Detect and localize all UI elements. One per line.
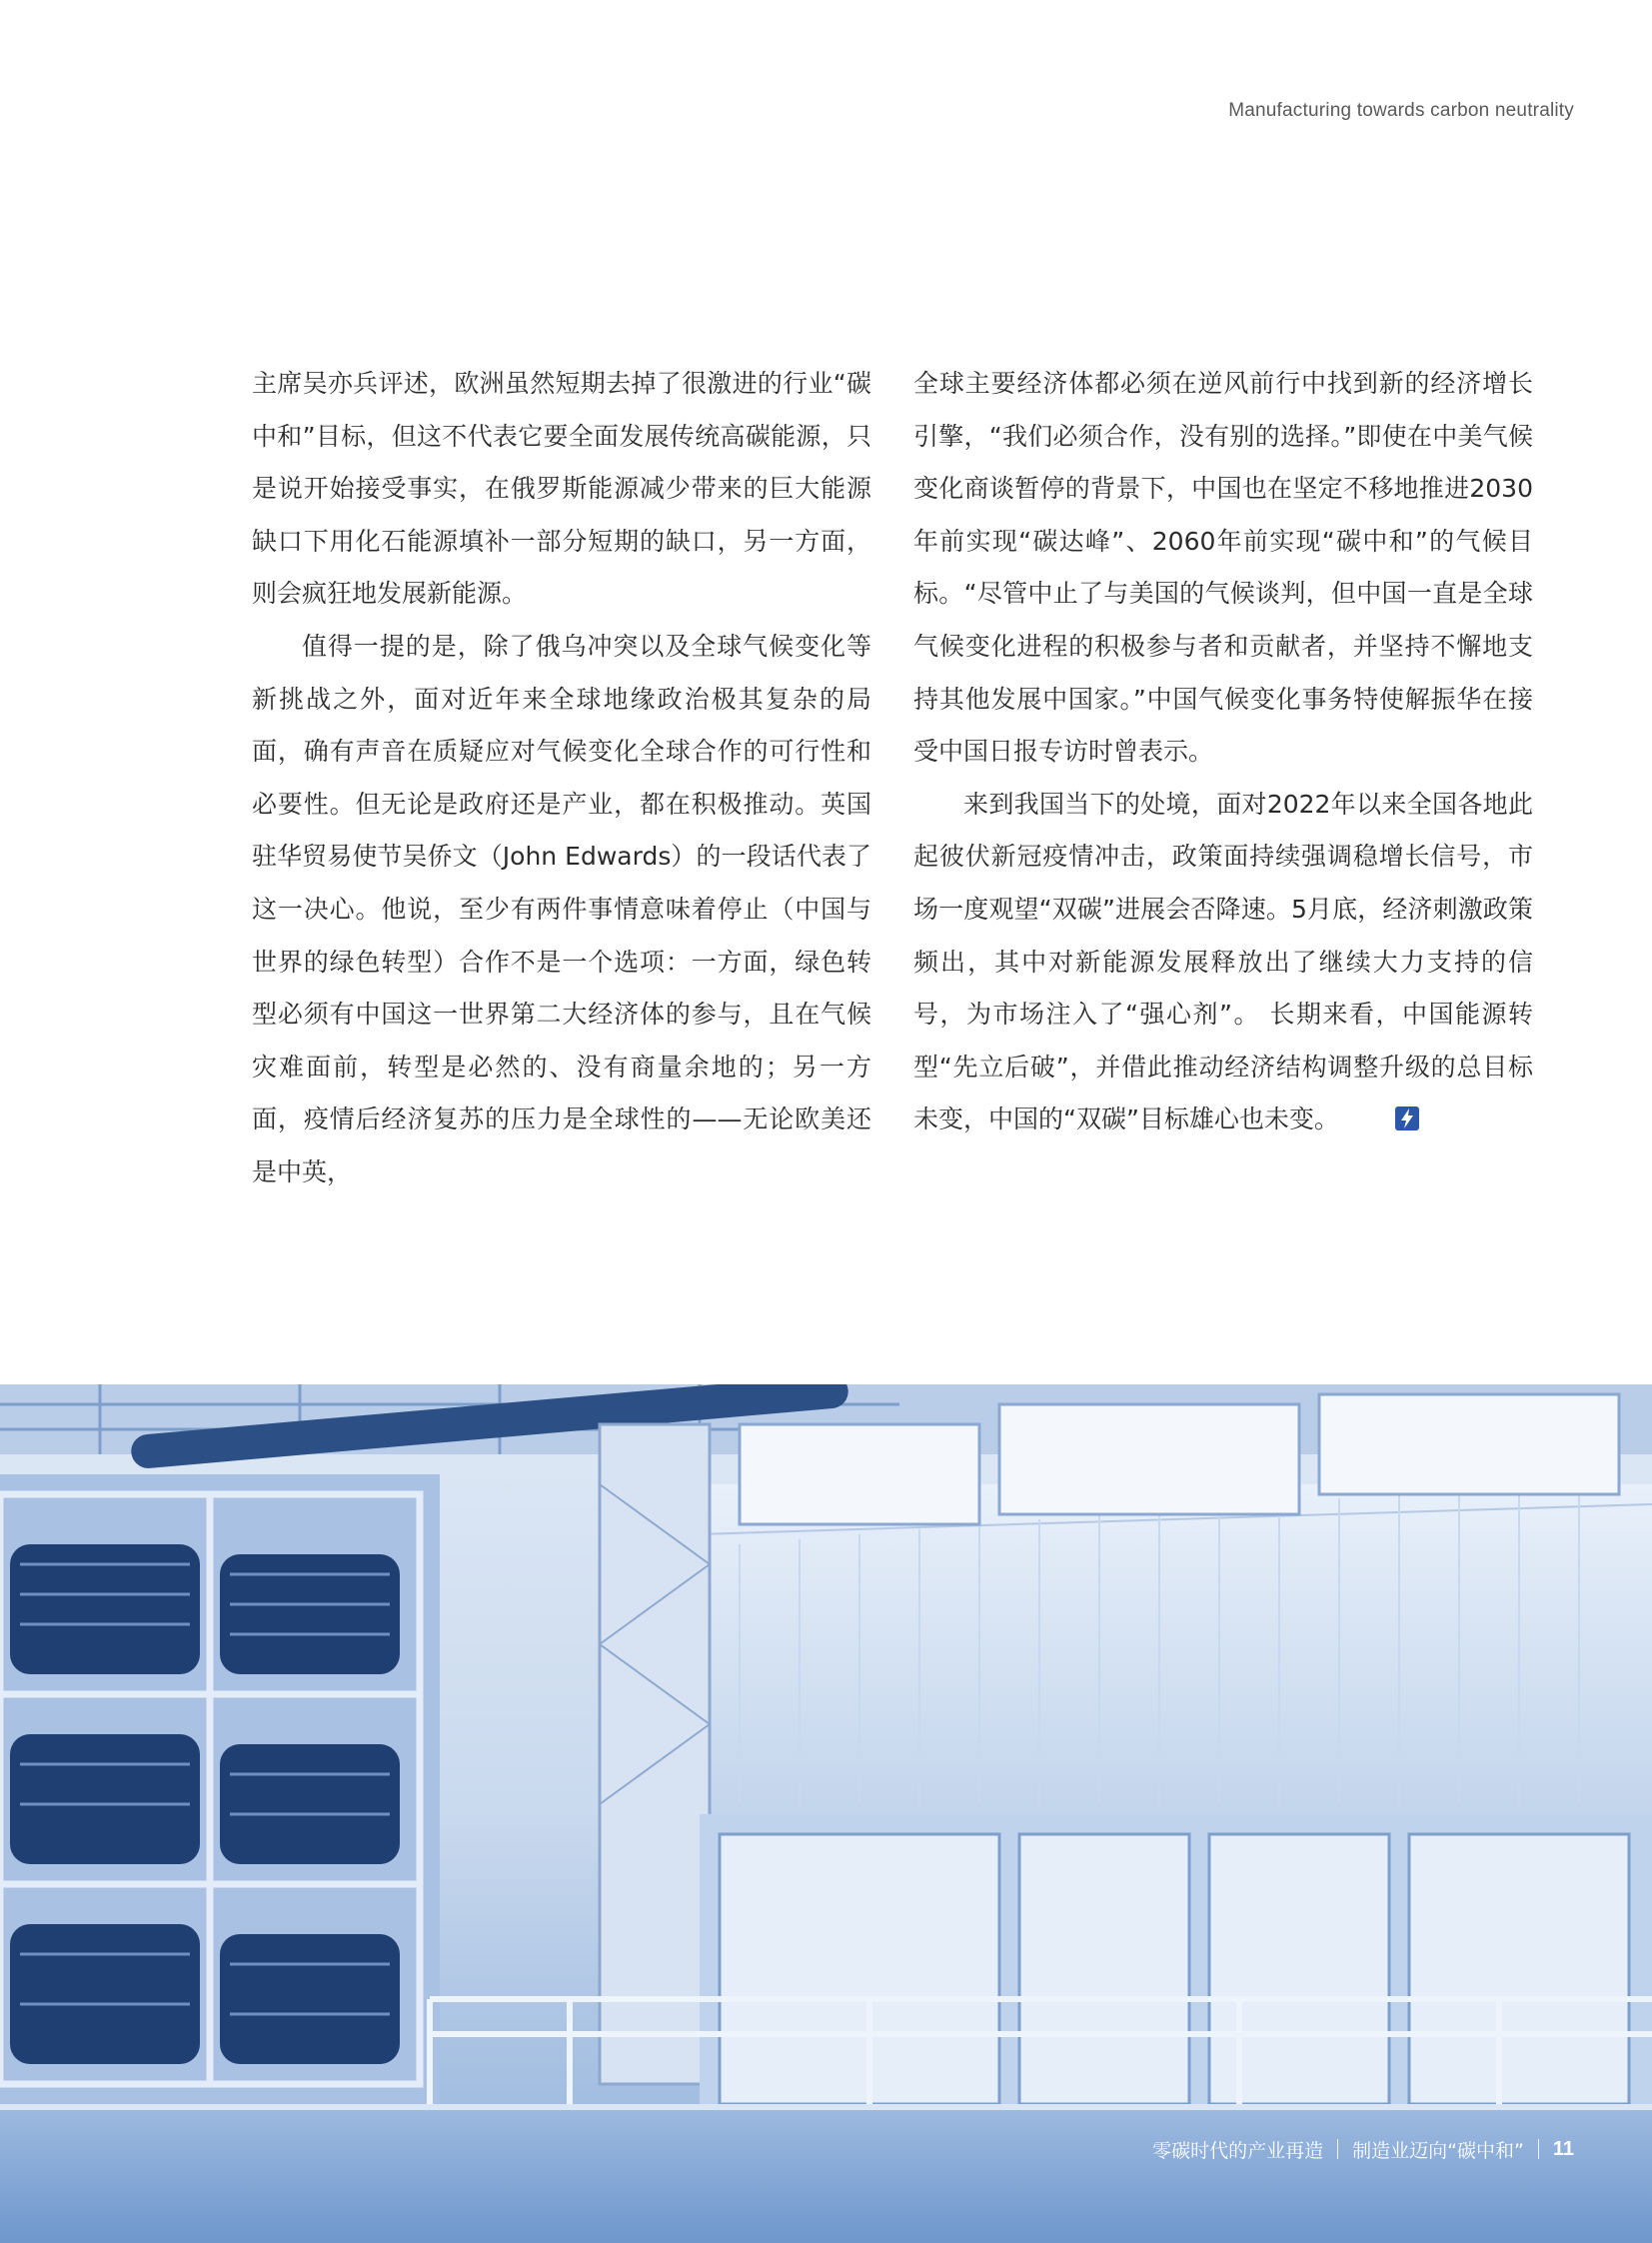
paragraph: 全球主要经济体都必须在逆风前行中找到新的经济增长引擎，“我们必须合作，没有别的选择。”即使在中美气候变化商谈暂停的背景下，中国也在坚定不移地推进2030年前实现“碳达峰”、2060年前实现“碳中和”的气候目标。“尽管中止了与美国的气候谈判，但中国一直是全球气候变化进程的积极参与者和贡献者，并坚持不懈地支持其他发展中国家。”中国气候变化事务特使解振华在接受中国日报专访时曾表示。 [913,369,1533,767]
paragraph-text: 来到我国当下的处境，面对2022年以来全国各地此起彼伏新冠疫情冲击，政策面持续强调稳增长信号，市场一度观望“双碳”进展会否降速。5月底，经济刺激政策频出，其中对新能源发展释放出了继续大力支持的信号，为市场注入了“强心剂”。 长期来看，中国能源转型“先立后破”，并借此推动经济结构调整升级的总目标未变，中国的“双碳”目标雄心也未变。 [913,789,1533,1134]
paragraph: 主席吴亦兵评述，欧洲虽然短期去掉了很激进的行业“碳中和”目标，但这不代表它要全面发展传统高碳能源，只是说开始接受事实，在俄罗斯能源减少带来的巨大能源缺口下用化石能源填补一部分短期的缺口，另一方面，则会疯狂地发展新能源。 [252,369,871,609]
page-number: 11 [1552,2137,1574,2160]
lightning-bolt-icon [1345,1097,1369,1121]
left-column [252,358,871,1199]
factory-warehouse-photo [0,1384,1652,2243]
right-column [913,358,1533,1146]
running-header: Manufacturing towards carbon neutrality [1228,100,1574,121]
paragraph: 值得一提的是，除了俄乌冲突以及全球气候变化等新挑战之外，面对近年来全球地缘政治极其复杂的局面，确有声音在质疑应对气候变化全球合作的可行性和必要性。但无论是政府还是产业，都在积极推动。英国驻华贸易使节吴侨文（John Edwards）的一段话代表了这一决心。他说，至少有两件事情意味着停止（中国与世界的绿色转型）合作不是一个选项：一方面，绿色转型必须有中国这一世界第二大经济体的参与，且在气候灾难面前，转型是必然的、没有商量余地的；另一方面，疫情后经济复苏的压力是全球性的——无论欧美还是中英， [252,631,871,1186]
footer-divider [1337,2139,1338,2159]
publication-title: 零碳时代的产业再造 [1152,2139,1324,2162]
section-title: 制造业迈向“碳中和” [1352,2139,1524,2162]
footer-divider [1538,2139,1539,2159]
paragraph [913,779,1533,1146]
page-footer [1152,2134,1574,2164]
